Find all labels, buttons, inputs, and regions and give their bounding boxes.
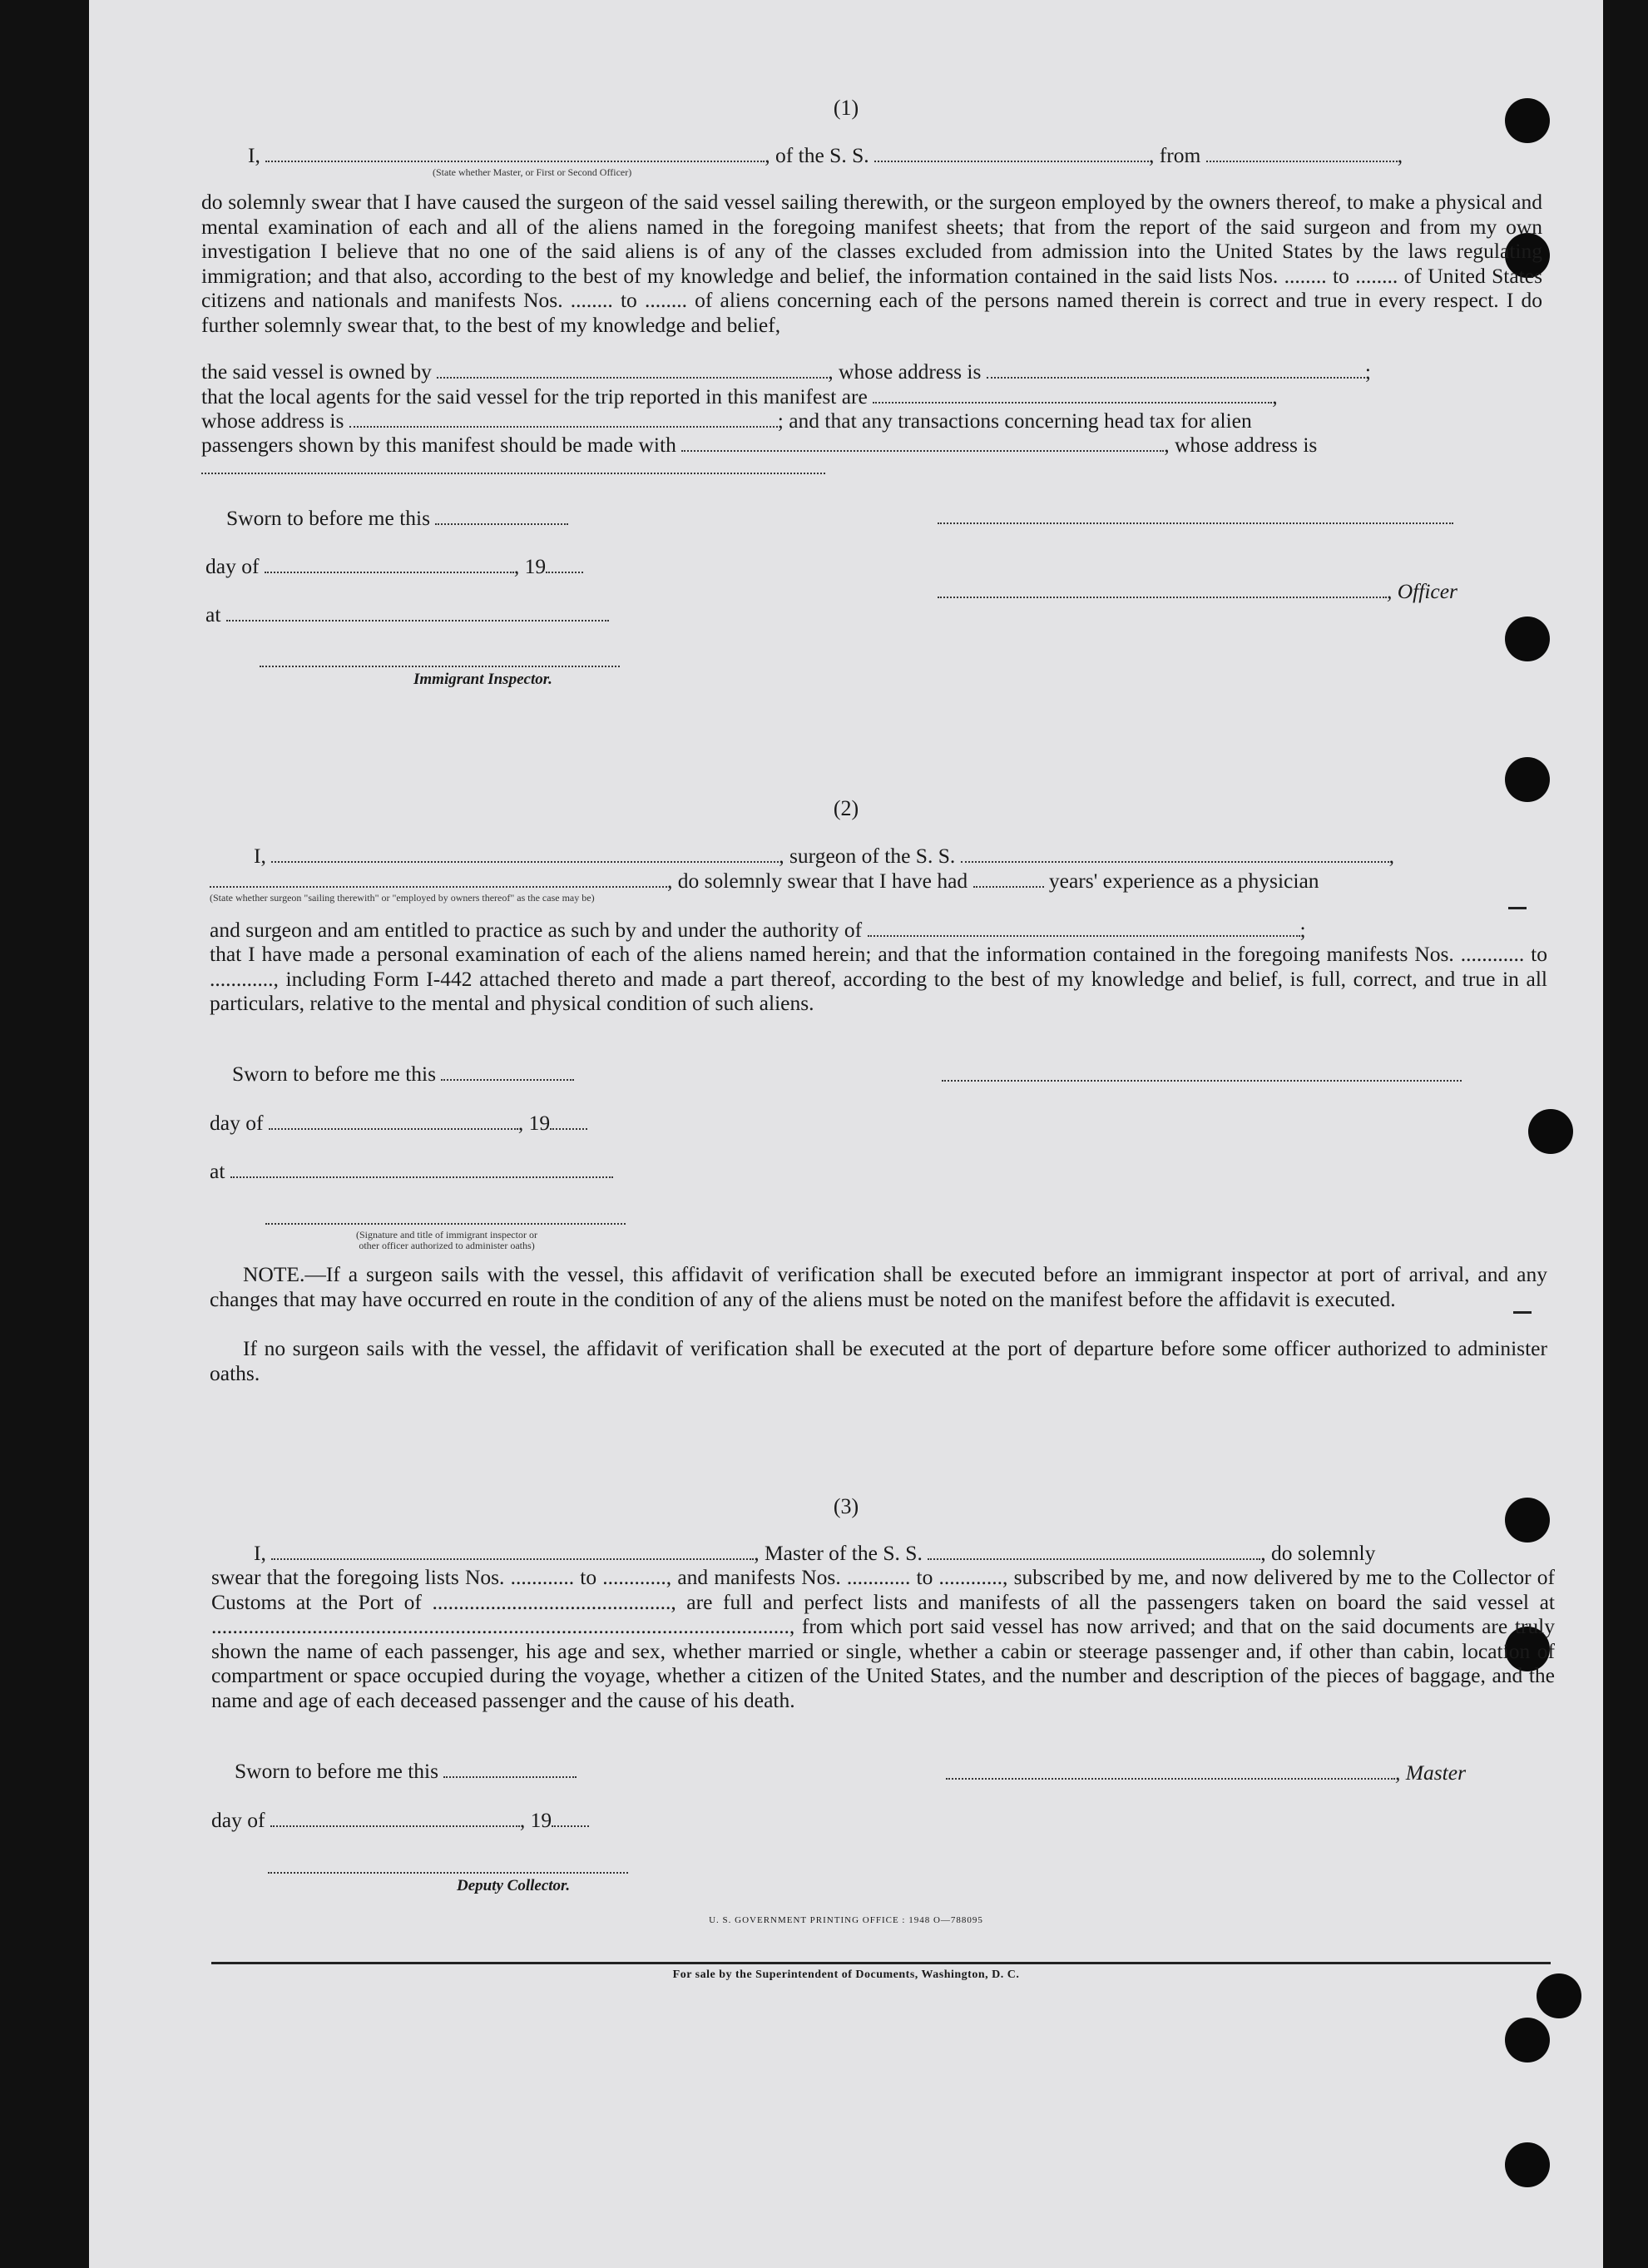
- signature-note-line: (Signature and title of immigrant inspector or: [356, 1229, 537, 1240]
- section-1-heading: (1): [833, 96, 859, 120]
- year-prefix: , 19: [519, 1808, 552, 1832]
- document-page: [89, 0, 1603, 2268]
- authority-label: and surgeon and am entitled to practice as such by and under the authority of: [210, 918, 863, 942]
- section-3-heading: (3): [833, 1494, 859, 1518]
- surgeon-signature-line[interactable]: [942, 1080, 1462, 1082]
- section-3-line-1: [254, 1541, 1375, 1566]
- sworn-day-blank[interactable]: [443, 1776, 577, 1778]
- punch-hole: [1505, 757, 1550, 802]
- years-label: years' experience as a physician: [1048, 869, 1319, 893]
- punch-hole: [1505, 617, 1550, 661]
- agents-address-blank[interactable]: [349, 426, 778, 428]
- inspector-signature-line[interactable]: [265, 1223, 626, 1225]
- sworn-label: Sworn to before me this: [226, 506, 431, 530]
- day-of-label: day of: [211, 1808, 265, 1832]
- from-label: , from: [1149, 143, 1201, 167]
- signature-note-line: other officer authorized to administer oaths): [359, 1240, 535, 1251]
- officer-title-blank[interactable]: [938, 597, 1387, 598]
- at-line: [210, 1159, 613, 1184]
- deputy-collector-label: Deputy Collector.: [457, 1877, 571, 1894]
- year-blank[interactable]: [550, 1128, 587, 1130]
- local-agents-line: that the local agents for the said vessel for the trip reported in this manifest are ,: [201, 384, 1278, 409]
- owned-by-label: the said vessel is owned by: [201, 359, 432, 384]
- day-of-line: [210, 1111, 587, 1136]
- month-blank[interactable]: [269, 1128, 518, 1130]
- local-agents-label: that the local agents for the said vessel for the trip reported in this manifest are: [201, 384, 868, 409]
- gpo-imprint: U. S. GOVERNMENT PRINTING OFFICE : 1948 O—788095: [709, 1915, 983, 1925]
- surgeon-note: (State whether surgeon "sailing therewith" or "employed by owners thereof" as the case may be): [210, 892, 595, 904]
- at-line: [205, 602, 609, 627]
- officer-line: [938, 579, 1457, 604]
- section-2-heading: (2): [833, 796, 859, 820]
- section-2-line-1: I, , surgeon of the S. S. ,: [254, 844, 1395, 868]
- surgeon-name-blank[interactable]: [271, 861, 779, 863]
- day-of-line: [211, 1808, 589, 1833]
- do-swear-label: , do solemnly swear that I have had: [667, 869, 968, 893]
- at-label: at: [205, 602, 221, 626]
- i-label: I,: [254, 844, 266, 868]
- signature-note: [276, 1230, 617, 1251]
- sworn-line: [226, 506, 568, 531]
- at-place-blank[interactable]: [226, 620, 609, 621]
- master-signature-line: [946, 1760, 1466, 1785]
- years-blank[interactable]: [973, 886, 1044, 888]
- note-label: NOTE.: [243, 1262, 305, 1286]
- head-tax-label: ; and that any transactions concerning head tax for alien: [777, 409, 1252, 433]
- punch-hole: [1505, 2142, 1550, 2187]
- month-blank[interactable]: [270, 1825, 520, 1827]
- sworn-day-blank[interactable]: [435, 523, 568, 525]
- authority-line: and surgeon and am entitled to practice as such by and under the authority of ;: [210, 918, 1306, 942]
- day-of-label: day of: [210, 1111, 264, 1135]
- deputy-signature-line[interactable]: [268, 1872, 628, 1874]
- whose-address-label: , whose address is: [828, 359, 982, 384]
- surgeon-of-label: , surgeon of the S. S.: [779, 844, 956, 868]
- margin-mark: [1508, 907, 1527, 909]
- vessel-name-blank[interactable]: [874, 161, 1149, 162]
- owned-by-line: the said vessel is owned by , whose address is ;: [201, 359, 1371, 384]
- passengers-label: passengers shown by this manifest should be made with: [201, 433, 676, 457]
- owner-blank[interactable]: [437, 377, 828, 379]
- vessel-name-blank[interactable]: [961, 861, 1389, 863]
- month-blank[interactable]: [265, 572, 514, 573]
- note-text: —If a surgeon sails with the vessel, this affidavit of verification shall be executed before an immigrant inspector at port of arrival, and any changes that may have occurred en route in the condition of any of the aliens must be noted on the manifest before the affidavit is executed.: [210, 1262, 1547, 1311]
- surgeon-status-blank[interactable]: [210, 886, 667, 888]
- section-2-line-2: [210, 869, 1319, 894]
- officer-label: , Officer: [1387, 579, 1457, 603]
- year-blank[interactable]: [552, 1825, 589, 1827]
- owner-address-blank[interactable]: [987, 377, 1365, 379]
- inspector-signature-line[interactable]: [260, 666, 620, 667]
- authority-blank[interactable]: [868, 935, 1300, 937]
- i-label: I,: [248, 143, 260, 167]
- head-tax-contact-blank[interactable]: [681, 450, 1164, 452]
- of-ss-label: , of the S. S.: [765, 143, 869, 167]
- from-port-blank[interactable]: [1206, 161, 1398, 162]
- at-label: at: [210, 1159, 225, 1183]
- margin-mark: [1513, 1311, 1532, 1314]
- local-agents-blank[interactable]: [873, 402, 1272, 404]
- sworn-day-blank[interactable]: [441, 1079, 574, 1081]
- year-blank[interactable]: [546, 572, 583, 573]
- note-paragraph: [210, 1262, 1547, 1311]
- signature-line[interactable]: [938, 522, 1453, 524]
- punch-hole: [1528, 1109, 1573, 1154]
- day-of-line: [205, 554, 583, 579]
- comma: ,: [1397, 143, 1403, 167]
- section-2-body: that I have made a personal examination of each of the aliens named herein; and that the information contained in the foregoing manifests Nos. ............ to ............, including Form I-442 attached thereto and made a part thereof, according to the best of my knowledge and belief, is full, correct, and true in all particulars, relative to the mental and physical condition of such aliens.: [210, 942, 1547, 1015]
- day-of-label: day of: [205, 554, 260, 578]
- master-name-blank[interactable]: [265, 161, 765, 162]
- for-sale-notice: For sale by the Superintendent of Documents, Washington, D. C.: [672, 1968, 1020, 1981]
- section-1-line-1: [248, 143, 1542, 168]
- master-of-label: , Master of the S. S.: [754, 1541, 923, 1565]
- do-solemnly-label: , do solemnly: [1260, 1541, 1376, 1565]
- sworn-line: [232, 1062, 574, 1087]
- punch-hole: [1505, 2018, 1550, 2062]
- passengers-line: [201, 433, 1542, 458]
- whose-address-label: , whose address is: [1164, 433, 1318, 457]
- master-name-blank[interactable]: [271, 1558, 754, 1560]
- immigrant-inspector-label: Immigrant Inspector.: [413, 671, 552, 688]
- vessel-name-blank[interactable]: [928, 1558, 1260, 1560]
- year-prefix: , 19: [517, 1111, 551, 1135]
- i-label: I,: [254, 1541, 266, 1565]
- year-prefix: , 19: [513, 554, 547, 578]
- sworn-label: Sworn to before me this: [232, 1062, 437, 1086]
- master-note: (State whether Master, or First or Second Officer): [433, 166, 632, 178]
- head-tax-line: [201, 409, 1542, 433]
- sworn-line: [235, 1759, 577, 1784]
- sworn-label: Sworn to before me this: [235, 1759, 439, 1783]
- whose-address-label: whose address is: [201, 409, 344, 433]
- note-2-paragraph: If no surgeon sails with the vessel, the affidavit of verification shall be executed at the port of departure before some officer authorized to administer oaths.: [210, 1336, 1547, 1385]
- head-tax-address-blank[interactable]: [201, 473, 825, 474]
- at-place-blank[interactable]: [230, 1176, 613, 1178]
- master-label: , Master: [1395, 1760, 1466, 1785]
- footer-rule: [211, 1962, 1551, 1964]
- master-signature-blank[interactable]: [946, 1778, 1395, 1780]
- section-1-body: do solemnly swear that I have caused the surgeon of the said vessel sailing therewith, or the surgeon employed by the owners thereof, to make a physical and mental examination of each and all of the aliens named in the foregoing manifest sheets; that from the report of the said surgeon and from my own investigation I believe that no one of the said aliens is of any of the classes excluded from admission into the United States by the laws regulating immigration; and that also, according to the best of my knowledge and belief, the information contained in the said lists Nos. ........ to ........ of United States citizens and nationals and manifests Nos. ........ to ........ of aliens concerning each of the persons named therein is correct and true in every respect. I do further solemnly swear that, to the best of my knowledge and belief,: [201, 190, 1542, 337]
- section-3-body: swear that the foregoing lists Nos. ............ to ............, and manifests Nos. ............ to ............, subscribed by me, and now delivered by me to the Collector of Customs at the Port of ............................................., are full and perfect lists and manifests of all the passengers taken on board the said vessel at ............................................................................................................., from which port said vessel has now arrived; and that on the said documents are truly shown the name of each passenger, his age and sex, whether married or single, whether a cabin or steerage passenger and, if other than cabin, location of compartment or space occupied during the voyage, whether a citizen of the United States, and the number and description of the pieces of baggage, and the name and age of each deceased passenger and the cause of his death.: [211, 1565, 1555, 1712]
